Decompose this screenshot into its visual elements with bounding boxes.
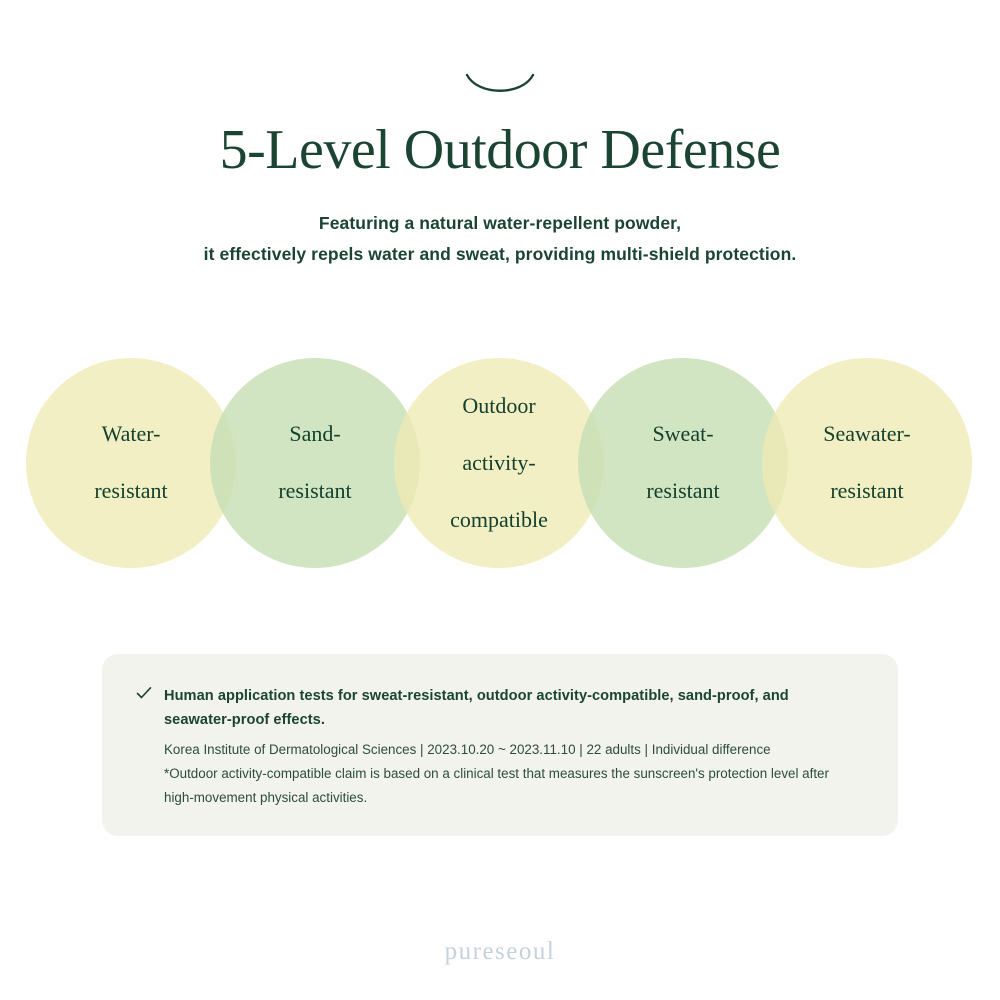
feature-label-line-3: compatible — [450, 506, 548, 532]
subtitle-line-1: Featuring a natural water-repellent powder, — [318, 213, 682, 233]
page-title: 5-Level Outdoor Defense — [219, 119, 781, 181]
smile-arc-icon — [464, 72, 536, 98]
check-icon — [136, 686, 152, 705]
note-disclaimer-line-2: high-movement physical activities. — [164, 789, 368, 805]
note-title: Human application tests for sweat-resistant, outdoor activity-compatible, sand-proof, and seawater-proof effects. — [164, 688, 789, 729]
clinical-note-card — [102, 654, 898, 836]
feature-label-line-2: resistant — [278, 478, 352, 504]
subtitle-line-2: it effectively repels water and sweat, providing multi-shield protection. — [203, 243, 797, 264]
feature-label-line-1: Sweat- — [652, 421, 714, 447]
page-subtitle — [0, 208, 1000, 269]
arc-decoration — [0, 72, 1000, 98]
feature-label-line-1: Water- — [101, 421, 161, 447]
feature-circle-sweat-resistant — [578, 358, 788, 568]
feature-label-line-1: Seawater- — [823, 421, 911, 447]
feature-label-line-1: Outdoor — [462, 392, 536, 418]
feature-circle-row — [0, 358, 1000, 568]
feature-circle-water-resistant — [26, 358, 236, 568]
feature-circle-outdoor-activity-compatible — [394, 358, 604, 568]
brand-wordmark: pureseoul — [444, 938, 556, 965]
feature-label-line-2: resistant — [830, 478, 904, 504]
note-heading-row — [136, 684, 858, 732]
note-body — [164, 738, 858, 810]
feature-circle-seawater-resistant — [762, 358, 972, 568]
feature-circle-sand-resistant — [210, 358, 420, 568]
feature-label-line-2: resistant — [94, 478, 168, 504]
feature-label-line-1: Sand- — [289, 421, 341, 447]
note-meta: Korea Institute of Dermatological Sciences | 2023.10.20 ~ 2023.11.10 | 22 adults | Individual difference — [164, 742, 771, 758]
feature-label-line-2: activity- — [462, 449, 536, 475]
note-disclaimer-line-1: *Outdoor activity-compatible claim is based on a clinical test that measures the sunscreen's protection level after — [164, 766, 829, 782]
feature-label-line-2: resistant — [646, 478, 720, 504]
